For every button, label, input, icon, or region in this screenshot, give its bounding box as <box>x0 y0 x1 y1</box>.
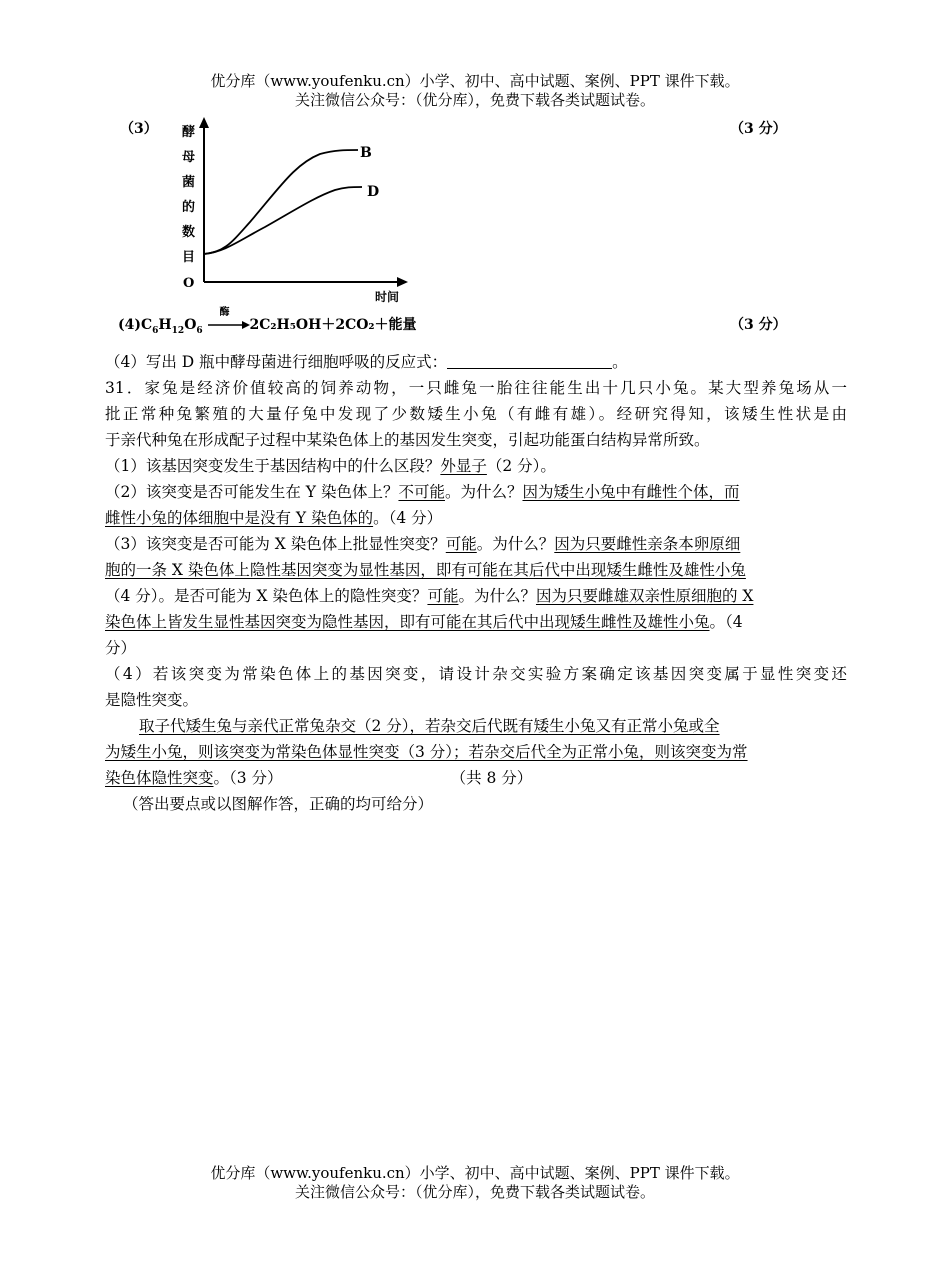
enzyme-arrow <box>208 307 250 333</box>
answer-body <box>105 349 847 817</box>
q4-prompt: （4）写出 D 瓶中酵母菌进行细胞呼吸的反应式： <box>105 353 448 371</box>
part3-score-and-question: （4 分）。是否可能为 X 染色体上的隐性突变？ <box>105 587 428 605</box>
y-label-char: 的 <box>182 200 196 215</box>
part4-answer-line-1 <box>105 713 847 739</box>
yeast-growth-chart <box>170 112 420 312</box>
part1-score: （2 分）。 <box>486 457 556 475</box>
part3-reason-2-cont: 染色体上皆发生显性基因突变为隐性基因，即有可能在其后代中出现矮生雌性及雄性小兔 <box>105 613 710 631</box>
q3-label: （3） <box>120 121 158 137</box>
footer-line-1: 优分库（www.youfenku.cn）小学、初中、高中试题、案例、PPT 课件下载。 <box>210 1164 740 1182</box>
glucose-formula: $C_6H_{12}O_6$ <box>141 317 203 336</box>
part4-score: 。（3 分） <box>213 769 283 787</box>
y-label-char: 目 <box>182 250 196 265</box>
q31-line-2: 批正常种兔繁殖的大量仔兔中发现了少数矮生小兔（有雌有雄）。经研究得知，该矮生性状是由 <box>105 405 847 423</box>
answer-blank <box>447 352 612 369</box>
part4-question-line-1: （4）若该突变为常染色体上的基因突变，请设计杂交实验方案确定该基因突变属于显性突变还 <box>105 665 847 683</box>
part3-why: 。为什么？ <box>476 535 555 553</box>
part3-question: （3）该突变是否可能为 X 染色体上批显性突变？ <box>105 535 446 553</box>
part4-answer-cont: 为矮生小兔，则该突变为常染色体显性突变（3 分）；若杂交后代全为正常小兔，则该突变为常 <box>105 743 748 761</box>
q4-scan-label: (4) <box>118 317 141 333</box>
page-header <box>0 72 950 110</box>
footer-line-2: 关注微信公众号：（优分库），免费下载各类试题试卷。 <box>294 1183 655 1201</box>
curve-b-label: B <box>360 145 372 161</box>
part2-reason: 因为矮生小兔中有雌性个体，而 <box>522 483 740 501</box>
part3-score-2: 。（4 <box>709 613 743 631</box>
q31-line-1: 31．家兔是经济价值较高的饲养动物，一只雌兔一胎往往能生出十几只小兔。某大型养兔场从一 <box>105 379 847 397</box>
q4-prompt-line <box>105 349 847 375</box>
arrow-icon <box>208 321 250 329</box>
x-axis-label: 时间 <box>375 290 400 304</box>
part2-reason-cont: 雌性小兔的体细胞中是没有 Y 染色体的 <box>105 509 374 527</box>
part3-line-4 <box>105 609 847 635</box>
page-footer <box>0 1164 950 1202</box>
total-score: （共 8 分） <box>450 769 533 787</box>
part3-reason-2: 因为只要雌雄双亲性原细胞的 X <box>535 587 754 605</box>
x-axis-arrow <box>397 277 408 287</box>
y-label-char: 数 <box>182 225 196 240</box>
part3-line-2 <box>105 557 847 583</box>
part3-reason-cont: 胞的一条 X 染色体上隐性基因突变为显性基因，即有可能在其后代中出现矮生雌性及雄性小兔 <box>105 561 746 579</box>
grading-note: （答出要点或以图解作答，正确的均可给分） <box>123 795 434 813</box>
part3-answer: 可能 <box>445 535 477 553</box>
curve-b <box>204 150 358 254</box>
part1-question: （1）该基因突变发生于基因结构中的什么区段？ <box>105 457 441 475</box>
enzyme-label: 酶 <box>219 307 230 318</box>
part1-line <box>105 453 847 479</box>
q4-end: 。 <box>612 353 628 371</box>
part3-line-1 <box>105 531 847 557</box>
part3-line-3 <box>105 583 847 609</box>
part4-answer-end: 染色体隐性突变 <box>105 769 214 787</box>
part2-score: 。（4 分） <box>373 509 443 527</box>
y-axis-arrow <box>199 117 209 128</box>
header-line-2: 关注微信公众号：（优分库），免费下载各类试题试卷。 <box>294 91 655 109</box>
part4-answer-line-2 <box>105 739 847 765</box>
part3-reason: 因为只要雌性亲条本卵原细 <box>554 535 741 553</box>
origin-label: O <box>183 276 195 291</box>
part2-line-2 <box>105 505 847 531</box>
part2-why: 。为什么？ <box>444 483 523 501</box>
q4-scan-score: （3 分） <box>730 317 787 333</box>
header-line-1: 优分库（www.youfenku.cn）小学、初中、高中试题、案例、PPT 课件下载。 <box>210 72 740 90</box>
y-label-char: 母 <box>182 150 196 165</box>
part4-question-line-2: 是隐性突变。 <box>105 691 199 709</box>
curve-d-label: D <box>367 184 380 200</box>
part3-line-5: 分） <box>105 639 137 657</box>
y-label-char: 酵 <box>182 125 196 140</box>
part2-line-1 <box>105 479 847 505</box>
part3-answer-2: 可能 <box>427 587 459 605</box>
q31-line-3: 于亲代种兔在形成配子过程中某染色体上的基因发生突变，引起功能蛋白结构异常所致。 <box>105 431 710 449</box>
part2-answer: 不可能 <box>398 483 445 501</box>
reaction-equation <box>118 307 417 336</box>
part2-question: （2）该突变是否可能发生在 Y 染色体上？ <box>105 483 399 501</box>
y-label-char: 菌 <box>182 175 196 190</box>
reaction-products: 2C₂H₅OH＋2CO₂＋能量 <box>249 317 417 333</box>
part4-answer: 取子代矮生兔与亲代正常兔杂交（2 分），若杂交后代既有矮生小兔又有正常小兔或全 <box>139 717 720 735</box>
part3-why-2: 。为什么？ <box>458 587 536 605</box>
part4-answer-line-3 <box>105 765 847 791</box>
q3-score: （3 分） <box>730 121 787 137</box>
part1-answer: 外显子 <box>440 457 487 475</box>
